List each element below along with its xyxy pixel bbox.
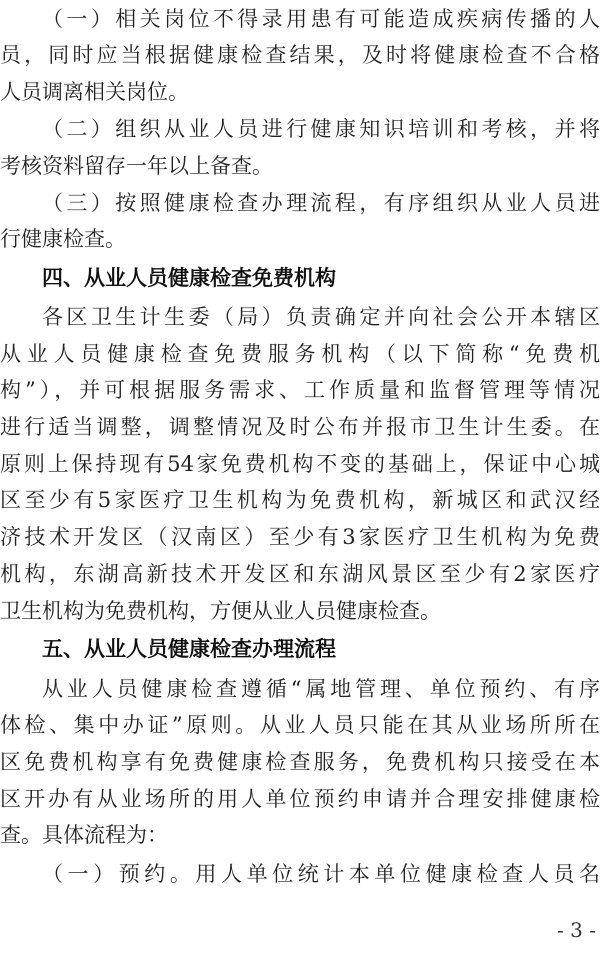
paragraph-line: 查。具体流程为： [0,823,168,847]
paragraph-line: 机构，东湖高新技术开发区和东湖风景区至少有2家医疗 [0,562,600,586]
paragraph-line: 区开办有从业场所的用人单位预约申请并合理安排健康检 [0,787,600,811]
paragraph-line: （二）组织从业人员进行健康知识培训和考核，并将 [42,117,600,141]
paragraph-line: 各区卫生计生委（局）负责确定并向社会公开本辖区 [42,305,600,329]
paragraph-line: 进行适当调整，调整情况及时公布并报市卫生计生委。在 [0,415,600,439]
paragraph-line: 区至少有5家医疗卫生机构为免费机构，新城区和武汉经 [0,488,600,512]
paragraph-line: 卫生机构为免费机构，方便从业人员健康检查。 [0,599,441,623]
paragraph-line: （一）相关岗位不得录用患有可能造成疾病传播的人 [42,7,600,31]
paragraph-line: 体检、集中办证”原则。从业人员只能在其从业场所所在 [0,713,600,737]
paragraph-line: 行健康检查。 [0,227,126,251]
section-heading: 五、从业人员健康检查办理流程 [42,637,336,661]
paragraph-line: 原则上保持现有54家免费机构不变的基础上，保证中心城 [0,452,600,476]
paragraph-line: 从业人员健康检查遵循“属地管理、单位预约、有序 [42,677,600,701]
paragraph-line: 从业人员健康检查免费服务机构（以下简称“免费机 [0,342,600,366]
paragraph-line: 济技术开发区（汉南区）至少有3家医疗卫生机构为免费 [0,525,600,549]
paragraph-line: 员，同时应当根据健康检查结果，及时将健康检查不合格 [0,43,600,67]
paragraph-line: 区免费机构享有免费健康检查服务，免费机构只接受在本 [0,750,600,774]
paragraph-line: （一）预约。用人单位统计本单位健康检查人员名 [42,862,600,886]
page-number: - 3 - [557,918,596,942]
paragraph-line: 人员调离相关岗位。 [0,80,189,104]
paragraph-line: 考核资料留存一年以上备查。 [0,154,273,178]
section-heading: 四、从业人员健康检查免费机构 [42,266,336,290]
paragraph-line: （三）按照健康检查办理流程，有序组织从业人员进 [42,191,600,215]
paragraph-line: 构”），并可根据服务需求、工作质量和监督管理等情况 [0,378,600,402]
